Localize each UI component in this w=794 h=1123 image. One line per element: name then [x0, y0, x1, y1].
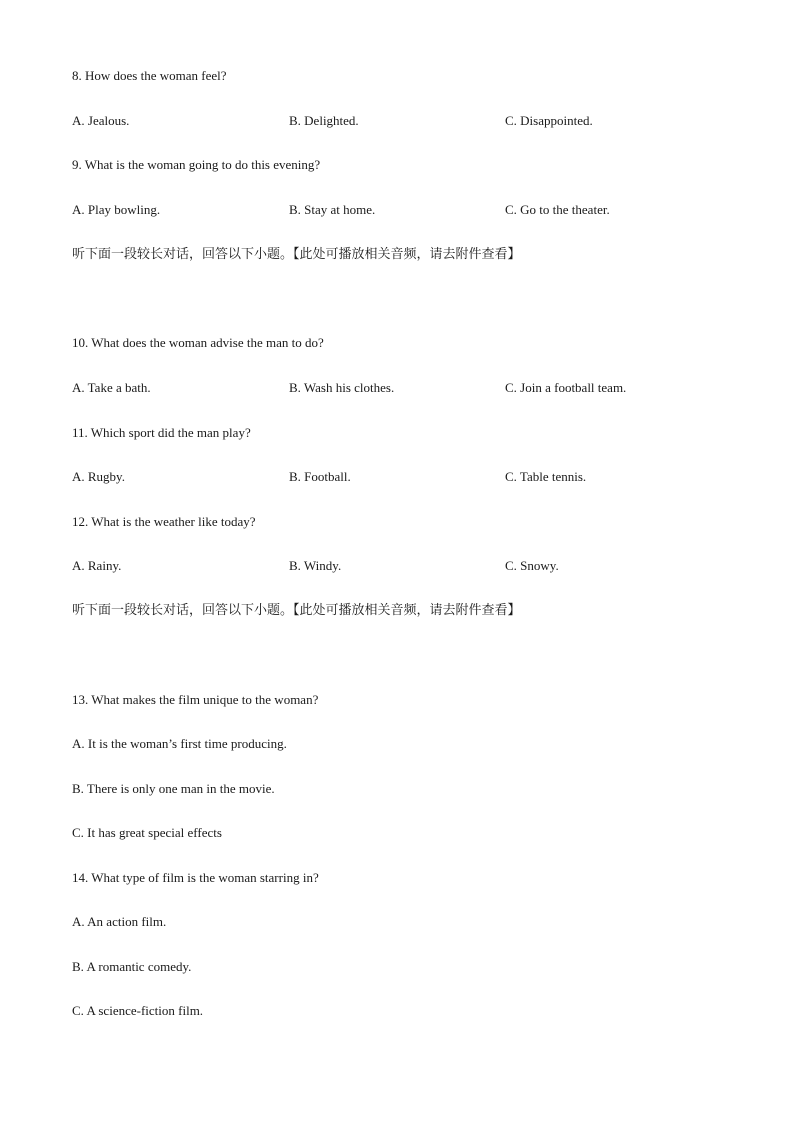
question-14-stem: 14. What type of film is the woman starring in?	[72, 870, 319, 885]
question-13-option-c: C. It has great special effects	[72, 825, 222, 840]
question-10-option-a: A. Take a bath.	[72, 380, 151, 395]
question-14-option-b: B. A romantic comedy.	[72, 959, 192, 974]
question-9-option-b: B. Stay at home.	[289, 202, 376, 217]
question-8-stem: 8. How does the woman feel?	[72, 68, 227, 83]
question-10-options	[72, 380, 732, 396]
question-11-options	[72, 469, 732, 485]
question-9-options	[72, 202, 732, 218]
question-12-options	[72, 558, 732, 574]
question-12-stem: 12. What is the weather like today?	[72, 514, 256, 529]
question-12-option-b: B. Windy.	[289, 558, 342, 573]
question-10-option-b: B. Wash his clothes.	[289, 380, 395, 395]
listening-instruction: 听下面一段较长对话，回答以下小题。【此处可播放相关音频，请去附件查看】	[72, 603, 521, 618]
question-12-option-a: A. Rainy.	[72, 558, 122, 573]
question-10-stem: 10. What does the woman advise the man to do?	[72, 335, 324, 350]
question-8-option-b: B. Delighted.	[289, 113, 359, 128]
question-9-option-c: C. Go to the theater.	[505, 202, 610, 217]
question-10-option-c: C. Join a football team.	[505, 380, 627, 395]
question-9-option-a: A. Play bowling.	[72, 202, 161, 217]
question-11-option-b: B. Football.	[289, 469, 351, 484]
question-13-stem: 13. What makes the film unique to the woman?	[72, 692, 319, 707]
question-14-option-a: A. An action film.	[72, 914, 167, 929]
question-14-option-c: C. A science-fiction film.	[72, 1003, 204, 1018]
question-9-stem: 9. What is the woman going to do this evening?	[72, 157, 321, 172]
question-11-option-a: A. Rugby.	[72, 469, 125, 484]
question-8-option-c: C. Disappointed.	[505, 113, 593, 128]
question-13-option-b: B. There is only one man in the movie.	[72, 781, 275, 796]
listening-instruction: 听下面一段较长对话，回答以下小题。【此处可播放相关音频，请去附件查看】	[72, 247, 521, 262]
question-12-option-c: C. Snowy.	[505, 558, 559, 573]
question-11-stem: 11. Which sport did the man play?	[72, 425, 251, 440]
question-13-option-a: A. It is the woman’s first time producing.	[72, 736, 287, 751]
question-8-options	[72, 113, 732, 129]
question-8-option-a: A. Jealous.	[72, 113, 130, 128]
question-11-option-c: C. Table tennis.	[505, 469, 587, 484]
